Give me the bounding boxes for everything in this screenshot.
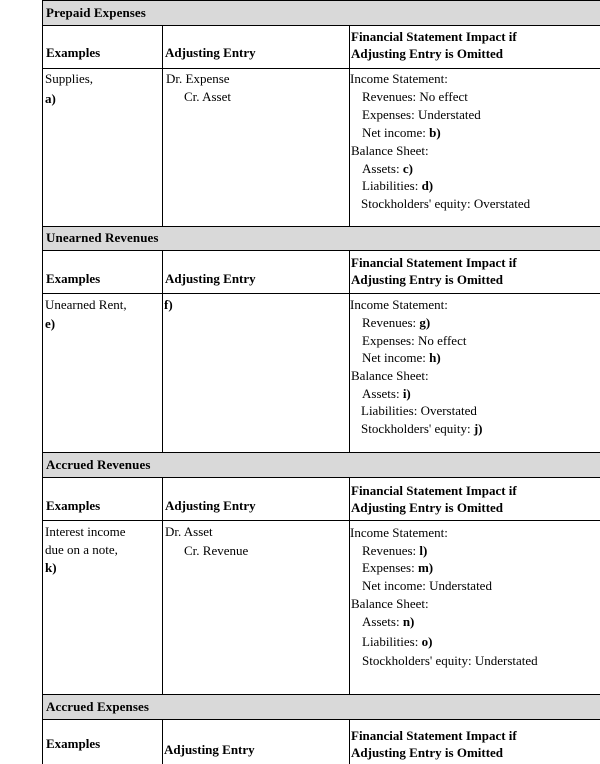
- header-adjusting-entry: Adjusting Entry: [165, 271, 256, 286]
- impact-expenses: Expenses: No effect: [362, 333, 467, 348]
- impact-blank-m: m): [417, 560, 434, 575]
- impact-revenues: [362, 314, 430, 332]
- rule: [42, 250, 600, 251]
- impact-blank-g: g): [419, 315, 431, 330]
- rule: [42, 226, 600, 227]
- rule: [42, 25, 600, 26]
- header-examples: Examples: [46, 736, 101, 751]
- header-adjusting-entry: Adjusting Entry: [164, 742, 255, 757]
- entry-debit: Dr. Asset: [165, 524, 213, 539]
- impact-net-income-label: Net income:: [362, 125, 430, 140]
- impact-blank-o: o): [421, 634, 433, 649]
- impact-expenses: Expenses: Understated: [362, 107, 481, 122]
- impact-blank-l: l): [419, 543, 428, 558]
- impact-liabilities: [362, 633, 432, 651]
- example-blank-label: k): [45, 560, 57, 575]
- header-examples: Examples: [46, 498, 101, 513]
- example-text: Supplies,: [45, 71, 94, 86]
- rule: [42, 520, 600, 521]
- example-text-line2: due on a note,: [45, 542, 118, 557]
- impact-blank-h: h): [429, 350, 441, 365]
- impact-net-income: [362, 124, 441, 142]
- impact-equity-label: Stockholders' equity:: [361, 421, 474, 436]
- impact-expenses: [362, 559, 433, 577]
- rule: [349, 719, 350, 764]
- rule: [42, 0, 600, 1]
- header-impact-line1: Financial Statement Impact if: [351, 483, 517, 498]
- rule: [349, 250, 350, 452]
- impact-revenues: [362, 542, 427, 560]
- impact-income-statement-heading: Income Statement:: [350, 297, 448, 312]
- header-impact-line1: Financial Statement Impact if: [351, 728, 517, 743]
- impact-balance-sheet-heading: Balance Sheet:: [351, 596, 429, 611]
- rule: [42, 694, 600, 695]
- impact-balance-sheet-heading: Balance Sheet:: [351, 368, 429, 383]
- rule: [42, 452, 600, 453]
- header-examples: Examples: [46, 271, 101, 286]
- rule: [42, 293, 600, 294]
- impact-net-income: Net income: Understated: [362, 578, 492, 593]
- impact-assets-label: Assets:: [362, 614, 403, 629]
- section-title-prepaid-expenses: Prepaid Expenses: [46, 5, 146, 20]
- impact-equity: Stockholders' equity: Understated: [362, 653, 538, 668]
- entry-credit: Cr. Asset: [184, 89, 231, 104]
- rule: [349, 477, 350, 694]
- impact-revenues-label: Revenues:: [362, 315, 420, 330]
- entry-blank-label: f): [164, 297, 173, 312]
- impact-net-income: [362, 349, 441, 367]
- impact-expenses-label: Expenses:: [362, 560, 418, 575]
- header-impact-line2: Adjusting Entry is Omitted: [351, 745, 504, 760]
- impact-blank-b: b): [429, 125, 441, 140]
- rule: [42, 68, 600, 69]
- header-impact-line1: Financial Statement Impact if: [351, 255, 517, 270]
- impact-liabilities: Liabilities: Overstated: [361, 403, 477, 418]
- impact-blank-i: i): [402, 386, 411, 401]
- rule: [162, 719, 163, 764]
- impact-revenues-label: Revenues:: [362, 543, 420, 558]
- impact-liabilities-label: Liabilities:: [362, 634, 422, 649]
- entry-credit: Cr. Revenue: [184, 543, 249, 558]
- example-blank-label: e): [45, 316, 56, 331]
- header-impact-line1: Financial Statement Impact if: [351, 29, 517, 44]
- impact-blank-j: j): [473, 421, 483, 436]
- header-impact-line2: Adjusting Entry is Omitted: [351, 500, 504, 515]
- impact-liabilities-label: Liabilities:: [362, 178, 422, 193]
- impact-assets-label: Assets:: [362, 386, 403, 401]
- impact-blank-n: n): [402, 614, 415, 629]
- impact-blank-d: d): [421, 178, 434, 193]
- impact-assets: [362, 160, 413, 178]
- impact-equity: Stockholders' equity: Overstated: [361, 196, 531, 211]
- rule: [162, 250, 163, 452]
- impact-net-income-label: Net income:: [362, 350, 430, 365]
- impact-income-statement-heading: Income Statement:: [350, 71, 448, 86]
- section-title-unearned-revenues: Unearned Revenues: [46, 230, 159, 245]
- rule: [42, 477, 600, 478]
- impact-assets-label: Assets:: [362, 161, 403, 176]
- header-adjusting-entry: Adjusting Entry: [165, 45, 256, 60]
- impact-equity: [361, 420, 483, 438]
- entry-debit: Dr. Expense: [166, 71, 230, 86]
- rule: [42, 719, 600, 720]
- section-title-accrued-expenses: Accrued Expenses: [46, 699, 150, 714]
- header-impact-line2: Adjusting Entry is Omitted: [351, 272, 504, 287]
- impact-revenues: Revenues: No effect: [362, 89, 468, 104]
- rule: [162, 25, 163, 226]
- impact-blank-c: c): [402, 161, 413, 176]
- rule: [162, 477, 163, 694]
- example-text-line1: Interest income: [45, 524, 126, 539]
- header-examples: Examples: [46, 45, 101, 60]
- section-title-accrued-revenues: Accrued Revenues: [46, 457, 151, 472]
- header-adjusting-entry: Adjusting Entry: [165, 498, 256, 513]
- impact-assets: [362, 613, 414, 631]
- rule: [349, 25, 350, 226]
- impact-liabilities: [362, 177, 433, 195]
- example-text: Unearned Rent,: [45, 297, 127, 312]
- example-blank-label: a): [45, 91, 56, 106]
- header-impact-line2: Adjusting Entry is Omitted: [351, 46, 504, 61]
- impact-assets: [362, 385, 411, 403]
- rule: [42, 0, 43, 764]
- impact-income-statement-heading: Income Statement:: [350, 525, 448, 540]
- impact-balance-sheet-heading: Balance Sheet:: [351, 143, 429, 158]
